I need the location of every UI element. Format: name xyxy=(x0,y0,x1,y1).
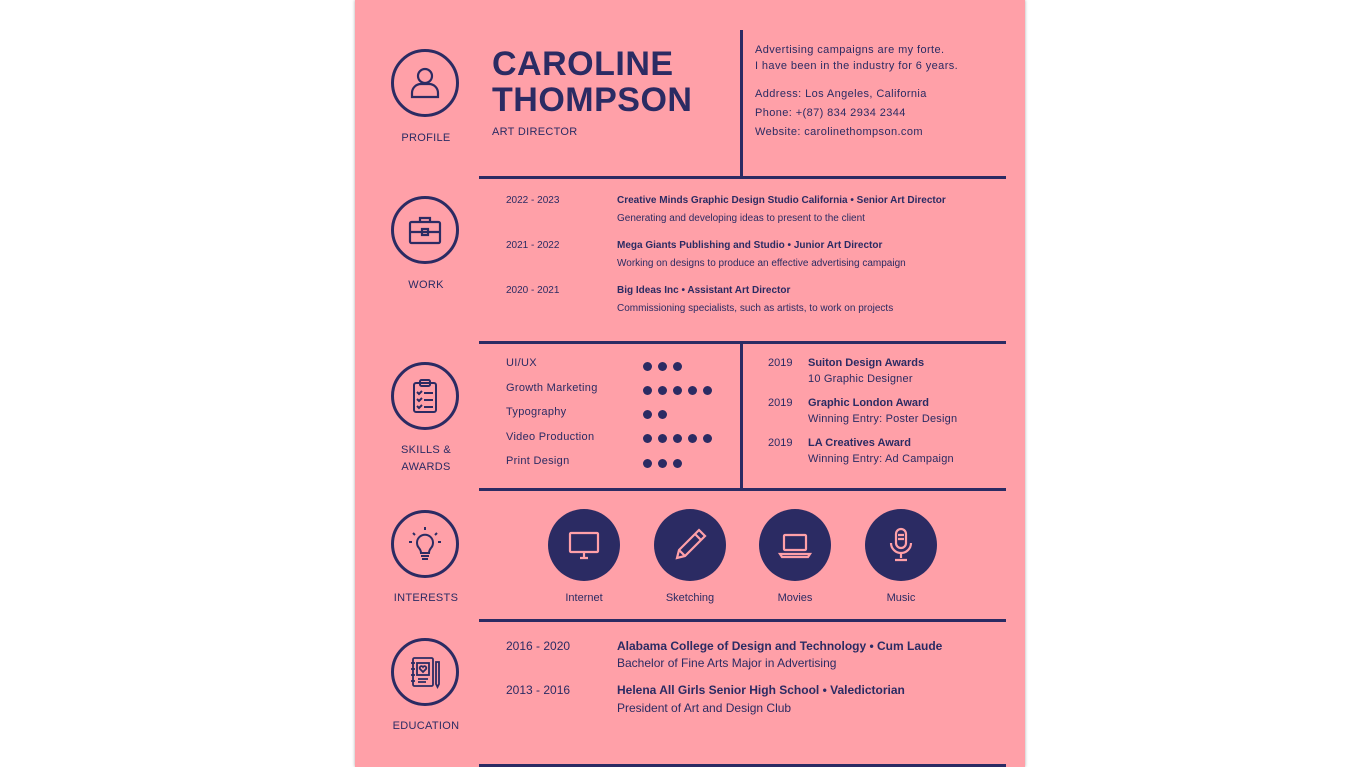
skill-level-dots xyxy=(643,386,712,395)
interest-movies xyxy=(759,509,831,604)
section-label-line: SKILLS & xyxy=(400,444,452,456)
education-date: 2013 - 2016 xyxy=(506,683,571,697)
education-subtitle: President of Art and Design Club xyxy=(617,701,792,715)
profile-icon xyxy=(391,49,459,117)
interest-internet xyxy=(548,509,620,604)
award-subtitle: 10 Graphic Designer xyxy=(808,373,913,385)
skill-dot xyxy=(643,410,652,419)
skill-dot xyxy=(658,362,667,371)
skill-dot xyxy=(703,386,712,395)
award-subtitle: Winning Entry: Ad Campaign xyxy=(808,453,954,465)
skill-level-dots xyxy=(643,434,712,443)
divider xyxy=(479,488,1006,491)
laptop-icon xyxy=(759,509,831,581)
skills-awards-section-label xyxy=(371,442,481,476)
skill-level-dots xyxy=(643,459,682,468)
interest-label: Music xyxy=(886,592,916,604)
divider xyxy=(479,176,1006,179)
award-title: Suiton Design Awards xyxy=(808,357,925,369)
work-date: 2020 - 2021 xyxy=(506,285,560,296)
skill-name: Video Production xyxy=(506,431,595,443)
work-title: Mega Giants Publishing and Studio • Junior Art Director xyxy=(617,240,883,251)
work-description: Working on designs to produce an effective advertising campaign xyxy=(617,258,906,269)
first-name: CAROLINE xyxy=(492,45,674,83)
interest-sketching xyxy=(654,509,726,604)
divider xyxy=(479,619,1006,622)
skill-dot xyxy=(643,459,652,468)
intro-line-2: I have been in the industry for 6 years. xyxy=(755,60,959,72)
skill-dot xyxy=(673,386,682,395)
resume-page xyxy=(355,0,1025,767)
award-subtitle: Winning Entry: Poster Design xyxy=(808,413,958,425)
work-description: Generating and developing ideas to present to the client xyxy=(617,213,865,224)
skill-name: Print Design xyxy=(506,455,570,467)
lightbulb-icon xyxy=(391,510,459,578)
education-title: Helena All Girls Senior High School • Valedictorian xyxy=(617,683,905,697)
skill-name: UI/UX xyxy=(506,357,537,369)
skill-dot xyxy=(688,386,697,395)
skill-dot xyxy=(688,434,697,443)
website-link[interactable]: Website: carolinethompson.com xyxy=(755,126,923,138)
skill-dot xyxy=(673,362,682,371)
skill-dot xyxy=(643,362,652,371)
last-name: THOMPSON xyxy=(492,81,693,119)
monitor-icon xyxy=(548,509,620,581)
skill-dot xyxy=(643,434,652,443)
divider xyxy=(740,30,743,176)
education-section-label: EDUCATION xyxy=(392,720,460,732)
interest-music xyxy=(865,509,937,604)
work-section-label: WORK xyxy=(408,279,444,291)
work-date: 2021 - 2022 xyxy=(506,240,560,251)
microphone-icon xyxy=(865,509,937,581)
skill-dot xyxy=(658,410,667,419)
education-date: 2016 - 2020 xyxy=(506,639,571,653)
skill-dot xyxy=(658,386,667,395)
work-description: Commissioning specialists, such as artists, to work on projects xyxy=(617,303,894,314)
interests-section-label: INTERESTS xyxy=(393,592,459,604)
notebook-icon xyxy=(391,638,459,706)
work-date: 2022 - 2023 xyxy=(506,195,560,206)
skill-name: Typography xyxy=(506,406,567,418)
candidate-name xyxy=(492,46,692,118)
skill-dot xyxy=(703,434,712,443)
pencil-icon xyxy=(654,509,726,581)
divider xyxy=(740,343,743,489)
phone: Phone: +(87) 834 2934 2344 xyxy=(755,107,906,119)
section-label-line: AWARDS xyxy=(401,461,451,473)
job-title: ART DIRECTOR xyxy=(492,126,578,138)
interest-label: Internet xyxy=(565,592,603,604)
intro-line-1: Advertising campaigns are my forte. xyxy=(755,44,945,56)
education-title: Alabama College of Design and Technology • Cum Laude xyxy=(617,639,943,653)
skill-level-dots xyxy=(643,362,682,371)
skill-dot xyxy=(673,434,682,443)
award-title: Graphic London Award xyxy=(808,397,930,409)
skill-dot xyxy=(643,386,652,395)
award-year: 2019 xyxy=(768,357,793,369)
skill-level-dots xyxy=(643,410,667,419)
skill-dot xyxy=(658,434,667,443)
award-title: LA Creatives Award xyxy=(808,437,911,449)
skill-dot xyxy=(673,459,682,468)
education-subtitle: Bachelor of Fine Arts Major in Advertising xyxy=(617,656,837,670)
profile-section-label: PROFILE xyxy=(401,132,451,144)
work-title: Big Ideas Inc • Assistant Art Director xyxy=(617,285,791,296)
skill-name: Growth Marketing xyxy=(506,382,598,394)
briefcase-icon xyxy=(391,196,459,264)
award-year: 2019 xyxy=(768,397,793,409)
interest-label: Movies xyxy=(777,592,813,604)
clipboard-icon xyxy=(391,362,459,430)
skill-dot xyxy=(658,459,667,468)
work-title: Creative Minds Graphic Design Studio California • Senior Art Director xyxy=(617,195,946,206)
award-year: 2019 xyxy=(768,437,793,449)
address: Address: Los Angeles, California xyxy=(755,88,927,100)
interest-label: Sketching xyxy=(665,592,715,604)
